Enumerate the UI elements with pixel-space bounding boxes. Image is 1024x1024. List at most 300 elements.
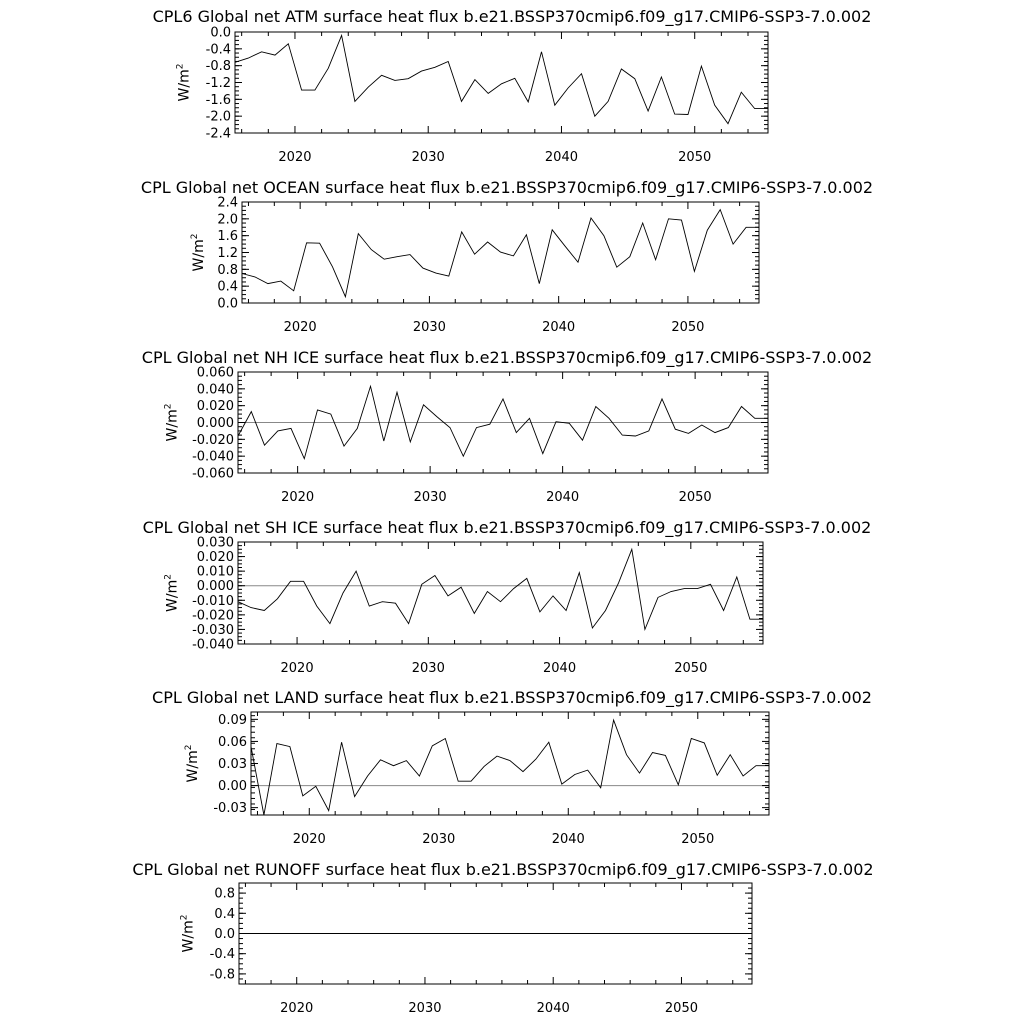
data-point (710, 584, 711, 585)
y-axis-label-exponent: 2 (163, 574, 174, 580)
x-tick-label: 2050 (678, 150, 712, 165)
data-point (469, 933, 470, 934)
y-axis-label (190, 234, 207, 272)
data-point (496, 756, 497, 757)
data-point (277, 430, 278, 431)
panel-title: CPL6 Global net ATM surface heat flux b.e21.BSSP370cmip6.f09_g17.CMIP6-SSP3-7.0.002 (152, 7, 872, 26)
data-point (406, 760, 407, 761)
data-point (280, 281, 281, 282)
data-point (728, 427, 729, 428)
y-tick-label: -0.4 (209, 947, 235, 963)
data-point (590, 217, 591, 218)
data-point (608, 101, 609, 102)
data-point (581, 73, 582, 74)
data-point (341, 742, 342, 743)
series-line (238, 549, 763, 629)
panel-title: CPL Global net SH ICE surface heat flux b.e21.BSSP370cmip6.f09_g17.CMIP6-SSP3-7.0.002 (142, 518, 872, 537)
data-point (565, 246, 566, 247)
data-point (626, 754, 627, 755)
panel-title: CPL Global net LAND surface heat flux b.e21.BSSP370cmip6.f09_g17.CMIP6-SSP3-7.0.002 (152, 688, 872, 707)
data-point (301, 89, 302, 90)
data-point (739, 933, 740, 934)
data-point (582, 440, 583, 441)
data-point (267, 283, 268, 284)
data-point (251, 607, 252, 608)
data-point (369, 606, 370, 607)
y-tick-label: -2.0 (205, 109, 231, 125)
data-point (434, 575, 435, 576)
y-tick-label: 0.060 (196, 365, 234, 381)
data-point (585, 933, 586, 934)
data-point (316, 606, 317, 607)
x-tick-label: 2040 (542, 320, 576, 335)
data-point (655, 259, 656, 260)
y-axis-label (163, 404, 180, 442)
data-point (474, 254, 475, 255)
data-point (634, 78, 635, 79)
data-point (714, 105, 715, 106)
plot-frame (238, 542, 763, 644)
data-point (421, 584, 422, 585)
data-point (356, 571, 357, 572)
data-point (662, 933, 663, 934)
data-point (697, 588, 698, 589)
panel-4 (143, 518, 872, 676)
y-tick-label: 0.03 (218, 757, 247, 772)
data-point (727, 123, 728, 124)
data-point (410, 441, 411, 442)
data-point (600, 787, 601, 788)
data-point (367, 775, 368, 776)
y-tick-label: 0.00 (218, 779, 247, 795)
data-point (621, 68, 622, 69)
data-point (476, 427, 477, 428)
x-tick-label: 2040 (536, 1001, 570, 1016)
data-point (514, 78, 515, 79)
data-point (405, 933, 406, 934)
x-tick-label: 2020 (280, 661, 314, 676)
data-point (330, 413, 331, 414)
data-point (371, 249, 372, 250)
data-point (383, 440, 384, 441)
data-point (289, 746, 290, 747)
data-point (684, 588, 685, 589)
data-point (251, 411, 252, 412)
y-tick-label: 0.030 (196, 535, 234, 551)
y-tick-label: -0.030 (192, 622, 234, 638)
data-point (358, 233, 359, 234)
data-point (423, 404, 424, 405)
y-tick-label: 0.0 (217, 296, 238, 312)
data-point (675, 429, 676, 430)
y-tick-label: 2.4 (217, 195, 238, 211)
data-point (635, 435, 636, 436)
data-point (661, 398, 662, 399)
data-point (743, 775, 744, 776)
data-point (508, 933, 509, 934)
data-point (394, 80, 395, 81)
x-tick-label: 2050 (681, 832, 715, 847)
y-tick-label: -0.4 (205, 42, 231, 58)
data-point (700, 933, 701, 934)
y-axis-label-unit: W/m (185, 750, 201, 783)
y-axis-label-unit: W/m (191, 239, 208, 272)
data-point (687, 933, 688, 934)
data-point (554, 105, 555, 106)
data-point (254, 276, 255, 277)
y-tick-label: -0.020 (192, 432, 234, 448)
data-point (717, 775, 718, 776)
data-point (671, 591, 672, 592)
data-point (521, 933, 522, 934)
data-point (382, 601, 383, 602)
data-point (526, 578, 527, 579)
data-point (342, 592, 343, 593)
data-point (393, 765, 394, 766)
data-point (461, 587, 462, 588)
data-point (522, 771, 523, 772)
data-point (461, 231, 462, 232)
y-axis-label-unit: W/m (180, 920, 197, 953)
data-point (261, 51, 262, 52)
data-point (303, 933, 304, 934)
data-point (526, 234, 527, 235)
x-tick-label: 2050 (678, 490, 712, 505)
data-point (704, 742, 705, 743)
data-point (315, 933, 316, 934)
x-tick-label: 2040 (544, 150, 579, 165)
data-point (674, 933, 675, 934)
data-point (661, 76, 662, 77)
y-axis-label-exponent: 2 (175, 63, 186, 70)
data-point (559, 933, 560, 934)
data-point (474, 613, 475, 614)
data-point (652, 752, 653, 753)
data-point (341, 35, 342, 36)
data-point (622, 435, 623, 436)
y-tick-label: 0.040 (196, 382, 234, 398)
data-point (548, 742, 549, 743)
y-axis-label-unit: W/m (176, 69, 193, 102)
data-point (354, 796, 355, 797)
data-point (592, 627, 593, 628)
data-point (648, 430, 649, 431)
series-line (235, 35, 768, 123)
data-point (448, 275, 449, 276)
data-point (471, 781, 472, 782)
data-point (687, 114, 688, 115)
data-point (587, 770, 588, 771)
data-point (668, 218, 669, 219)
data-point (328, 933, 329, 934)
y-tick-label: -2.4 (205, 126, 231, 142)
data-point (314, 89, 315, 90)
x-tick-label: 2040 (543, 661, 577, 676)
data-point (595, 406, 596, 407)
data-point (500, 601, 501, 602)
series-line (251, 720, 769, 815)
data-point (409, 254, 410, 255)
data-point (644, 629, 645, 630)
data-point (345, 296, 346, 297)
data-point (539, 611, 540, 612)
y-tick-label: -0.040 (192, 449, 234, 465)
data-point (610, 933, 611, 934)
x-tick-label: 2030 (413, 490, 447, 505)
data-point (474, 79, 475, 80)
data-point (594, 116, 595, 117)
y-tick-label: 0.000 (196, 579, 234, 595)
data-point (552, 595, 553, 596)
data-point (733, 243, 734, 244)
data-point (341, 933, 342, 934)
y-axis-label (180, 915, 197, 953)
data-point (315, 786, 316, 787)
data-point (730, 754, 731, 755)
data-point (603, 235, 604, 236)
data-point (328, 68, 329, 69)
y-tick-label: 0.09 (218, 712, 247, 728)
data-point (408, 623, 409, 624)
data-point (488, 93, 489, 94)
y-tick-label: 0.000 (196, 416, 234, 431)
data-point (741, 92, 742, 93)
data-point (754, 108, 755, 109)
data-point (613, 719, 614, 720)
y-tick-label: 0.0 (210, 25, 231, 41)
data-point (688, 433, 689, 434)
y-tick-label: -0.8 (205, 59, 231, 75)
y-axis-label-unit: W/m (164, 409, 181, 442)
data-point (435, 273, 436, 274)
y-tick-label: -1.6 (205, 92, 231, 108)
data-point (649, 933, 650, 934)
data-point (636, 933, 637, 934)
x-tick-label: 2030 (422, 832, 456, 847)
data-point (395, 603, 396, 604)
data-point (288, 43, 289, 44)
data-point (329, 623, 330, 624)
data-point (745, 227, 746, 228)
data-point (714, 432, 715, 433)
data-point (332, 266, 333, 267)
data-point (343, 445, 344, 446)
data-point (529, 418, 530, 419)
y-tick-label: -0.060 (192, 466, 234, 482)
data-point (290, 581, 291, 582)
data-point (647, 111, 648, 112)
y-tick-label: -0.010 (192, 593, 234, 609)
x-tick-label: 2030 (411, 661, 445, 676)
data-point (754, 418, 755, 419)
data-point (461, 101, 462, 102)
data-point (302, 795, 303, 796)
data-point (691, 738, 692, 739)
data-point (501, 83, 502, 84)
panel-title: CPL Global net OCEAN surface heat flux b.e21.BSSP370cmip6.f09_g17.CMIP6-SSP3-7.0.002 (140, 178, 874, 197)
data-point (482, 933, 483, 934)
data-point (694, 271, 695, 272)
panel-title: CPL Global net RUNOFF surface heat flux b.e21.BSSP370cmip6.f09_g17.CMIP6-SSP3-7.0.002 (132, 860, 874, 879)
data-point (642, 222, 643, 223)
series-line (242, 210, 759, 297)
data-point (445, 738, 446, 739)
data-point (380, 759, 381, 760)
data-point (381, 75, 382, 76)
data-point (608, 418, 609, 419)
data-point (397, 256, 398, 257)
data-point (422, 267, 423, 268)
data-point (357, 428, 358, 429)
data-point (448, 61, 449, 62)
data-point (306, 242, 307, 243)
y-tick-label: 1.6 (217, 229, 238, 245)
y-tick-label: 0.4 (217, 279, 238, 295)
panel-1 (153, 7, 872, 165)
data-point (408, 78, 409, 79)
y-axis-label-exponent: 2 (184, 744, 194, 751)
y-tick-label: 0.010 (196, 564, 234, 580)
plot-frame (251, 712, 769, 815)
data-point (616, 267, 617, 268)
data-point (542, 453, 543, 454)
data-point (447, 595, 448, 596)
data-point (707, 230, 708, 231)
data-point (566, 610, 567, 611)
y-tick-label: 2.0 (217, 212, 238, 228)
x-tick-label: 2030 (412, 320, 446, 335)
data-point (513, 588, 514, 589)
data-point (639, 772, 640, 773)
data-point (290, 933, 291, 934)
y-tick-label: 0.020 (196, 550, 234, 566)
data-point (449, 427, 450, 428)
y-tick-label: -1.2 (205, 76, 231, 91)
y-tick-label: -0.8 (209, 967, 235, 983)
data-point (319, 243, 320, 244)
x-tick-label: 2020 (283, 320, 317, 335)
data-point (723, 610, 724, 611)
data-point (487, 241, 488, 242)
data-point (546, 933, 547, 934)
data-point (248, 57, 249, 58)
data-point (528, 101, 529, 102)
plot-frame (235, 32, 768, 133)
y-tick-label: 0.06 (218, 734, 247, 750)
data-point (432, 745, 433, 746)
data-point (392, 933, 393, 934)
panel-5 (152, 688, 872, 847)
data-point (384, 259, 385, 260)
data-point (379, 933, 380, 934)
y-axis-label (176, 64, 193, 102)
data-point (489, 424, 490, 425)
data-point (569, 423, 570, 424)
x-tick-label: 2050 (664, 1001, 699, 1016)
y-tick-label: 0.020 (196, 399, 234, 415)
data-point (535, 758, 536, 759)
y-axis-label (163, 574, 180, 612)
data-point (665, 755, 666, 756)
data-point (368, 87, 369, 88)
data-point (657, 597, 658, 598)
y-axis-label-exponent: 2 (179, 914, 190, 921)
data-point (484, 766, 485, 767)
x-tick-label: 2040 (551, 832, 585, 847)
data-point (681, 219, 682, 220)
data-point (755, 765, 756, 766)
x-tick-label: 2020 (278, 150, 312, 165)
data-point (674, 113, 675, 114)
data-point (701, 65, 702, 66)
data-point (574, 774, 575, 775)
data-point (251, 933, 252, 934)
data-point (701, 424, 702, 425)
data-point (629, 256, 630, 257)
x-tick-label: 2020 (280, 1001, 314, 1016)
data-point (572, 933, 573, 934)
data-point (396, 392, 397, 393)
data-point (354, 933, 355, 934)
data-point (552, 229, 553, 230)
data-point (370, 386, 371, 387)
y-tick-label: 0.4 (214, 906, 235, 922)
data-point (264, 610, 265, 611)
data-point (500, 251, 501, 252)
data-point (539, 283, 540, 284)
data-point (436, 416, 437, 417)
y-axis-label-exponent: 2 (190, 233, 201, 240)
data-point (513, 255, 514, 256)
data-point (533, 933, 534, 934)
data-point (456, 933, 457, 934)
data-point (502, 398, 503, 399)
data-point (555, 421, 556, 422)
data-point (264, 445, 265, 446)
data-point (568, 87, 569, 88)
data-point (720, 209, 721, 210)
data-point (277, 933, 278, 934)
data-point (276, 743, 277, 744)
x-tick-label: 2020 (292, 832, 326, 847)
data-point (561, 784, 562, 785)
data-point (328, 810, 329, 811)
panel-title: CPL Global net NH ICE surface heat flux b.e21.BSSP370cmip6.f09_g17.CMIP6-SSP3-7.0.002 (141, 348, 873, 367)
panel-6 (132, 860, 873, 1016)
y-axis-label (184, 745, 201, 783)
data-point (274, 55, 275, 56)
data-point (605, 610, 606, 611)
data-point (290, 428, 291, 429)
y-tick-label: 0.8 (217, 262, 238, 278)
y-tick-label: 1.2 (217, 246, 238, 261)
data-point (367, 933, 368, 934)
data-point (541, 51, 542, 52)
data-point (741, 406, 742, 407)
x-tick-label: 2020 (281, 490, 315, 505)
y-tick-label: -0.040 (192, 637, 234, 653)
y-tick-label: 0.0 (214, 927, 235, 942)
y-axis-label-unit: W/m (164, 579, 181, 612)
data-point (444, 933, 445, 934)
x-tick-label: 2040 (546, 490, 580, 505)
x-tick-label: 2050 (671, 320, 705, 335)
data-point (487, 591, 488, 592)
data-point (303, 581, 304, 582)
y-tick-label: 0.8 (214, 886, 235, 902)
data-point (463, 456, 464, 457)
data-point (304, 458, 305, 459)
